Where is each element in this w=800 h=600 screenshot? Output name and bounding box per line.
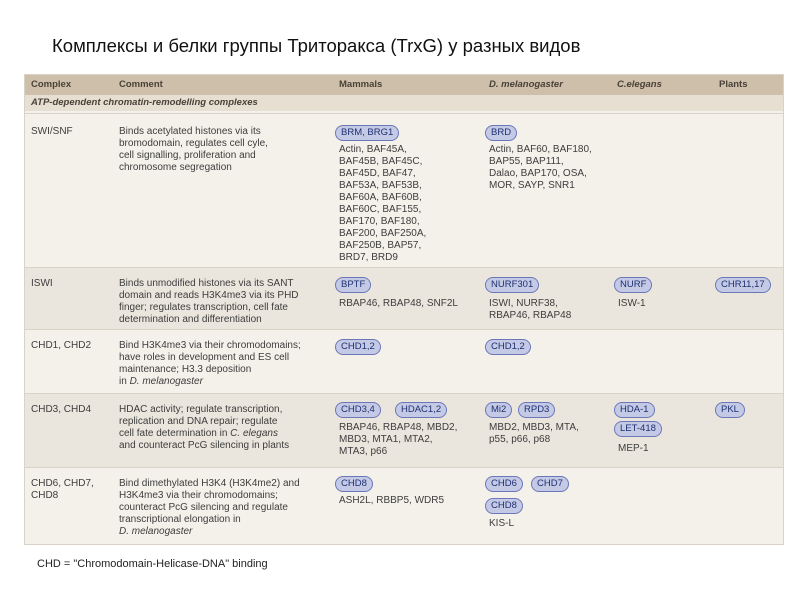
- table-row-swi-snf: [25, 113, 783, 268]
- protein-pill: CHD7: [531, 476, 569, 492]
- mammals-subunits: ASH2L, RBBP5, WDR5: [339, 495, 445, 506]
- species-name: D. melanogaster: [129, 376, 203, 387]
- comment-line: H3K4me3 via their chromodomains;: [119, 490, 278, 501]
- comment-line: transcriptional elongation in: [119, 514, 241, 525]
- trxg-table: [24, 74, 784, 545]
- comment-fragment: in: [119, 376, 130, 387]
- protein-pill: CHD6: [485, 476, 523, 492]
- mammals-subunits: RBAP46, RBAP48, MBD2, MBD3, MTA1, MTA2, MTA3, p66: [339, 422, 458, 457]
- dmel-subunits: ISWI, NURF38, RBAP46, RBAP48: [489, 298, 572, 321]
- footnote: CHD = "Chromodomain-Helicase-DNA" binding: [37, 558, 268, 570]
- protein-pill: BPTF: [335, 277, 371, 293]
- header-dmel: D. melanogaster: [489, 79, 563, 90]
- protein-pill: Mi2: [485, 402, 512, 418]
- species-name: C. elegans: [230, 428, 278, 439]
- protein-pill: NURF301: [485, 277, 539, 293]
- comment-line: HDAC activity; regulate transcription,: [119, 404, 283, 415]
- complex-name: CHD1, CHD2: [31, 340, 92, 351]
- header-mammals: Mammals: [339, 79, 383, 90]
- protein-pill: HDA-1: [614, 402, 655, 418]
- comment-text: [119, 404, 329, 452]
- comment-line: have roles in development and ES cell: [119, 352, 290, 363]
- complex-name: ISWI: [31, 278, 53, 289]
- protein-pill: HDAC1,2: [395, 402, 447, 418]
- table-row-chd3-chd4: [25, 393, 783, 468]
- comment-line: replication and DNA repair; regulate: [119, 416, 278, 427]
- comment-line: and counteract PcG silencing in plants: [119, 440, 290, 451]
- header-plants: Plants: [719, 79, 748, 90]
- comment-fragment: cell fate determination in: [119, 428, 231, 439]
- protein-pill: CHR11,17: [715, 277, 771, 293]
- species-name: D. melanogaster: [119, 526, 193, 537]
- comment-text: [119, 478, 329, 538]
- comment-text: [119, 340, 329, 388]
- header-comment: Comment: [119, 79, 163, 90]
- comment-line: Bind H3K4me3 via their chromodomains;: [119, 340, 301, 351]
- protein-pill: CHD1,2: [335, 339, 381, 355]
- celegans-subunits: ISW-1: [618, 298, 646, 309]
- table-row-chd6-chd8: [25, 467, 783, 544]
- protein-pill: RPD3: [518, 402, 555, 418]
- complex-name: CHD3, CHD4: [31, 404, 92, 415]
- mammals-subunits: Actin, BAF45A, BAF45B, BAF45C, BAF45D, BAF47, BAF53A, BAF53B, BAF60A, BAF60B, BAF60C, BAF155, BAF170, BAF180, BAF200, BAF250A, BAF250B, BAP57, BRD7, BRD9: [339, 144, 427, 263]
- comment-line: maintenance; H3.3 deposition: [119, 364, 252, 375]
- section-label: ATP-dependent chromatin-remodelling complexes: [31, 97, 258, 108]
- comment-text: Binds acetylated histones via its bromodomain, regulates cell cyle, cell signalling, proliferation and chromosome segregation: [119, 126, 268, 173]
- page-title: Комплексы и белки группы Триторакса (TrxG) у разных видов: [52, 35, 581, 56]
- complex-name: SWI/SNF: [31, 126, 73, 137]
- section-heading: [25, 95, 783, 111]
- comment-line: [119, 376, 329, 388]
- protein-pill: CHD1,2: [485, 339, 531, 355]
- dmel-subunits: MBD2, MBD3, MTA, p55, p66, p68: [489, 422, 579, 445]
- table-row-chd1-chd2: [25, 329, 783, 394]
- protein-pill: BRM, BRG1: [335, 125, 399, 141]
- protein-pill: CHD3,4: [335, 402, 381, 418]
- table-header: [25, 75, 783, 95]
- comment-line: Bind dimethylated H3K4 (H3K4me2) and: [119, 478, 300, 489]
- header-complex: Complex: [31, 79, 72, 90]
- protein-pill: NURF: [614, 277, 652, 293]
- protein-pill: PKL: [715, 402, 745, 418]
- comment-line: [119, 526, 329, 538]
- celegans-subunits: MEP-1: [618, 443, 649, 454]
- complex-name: CHD6, CHD7, CHD8: [31, 478, 94, 501]
- protein-pill: LET-418: [614, 421, 662, 437]
- comment-line: [119, 428, 329, 440]
- protein-pill: CHD8: [335, 476, 373, 492]
- comment-line: counteract PcG silencing and regulate: [119, 502, 288, 513]
- comment-text: Binds unmodified histones via its SANT domain and reads H3K4me3 via its PHD finger; regulates transcription, cell fate determination and differentiation: [119, 278, 299, 325]
- mammals-subunits: RBAP46, RBAP48, SNF2L: [339, 298, 458, 309]
- table-row-iswi: [25, 267, 783, 330]
- dmel-subunits: Actin, BAF60, BAF180, BAP55, BAP111, Dalao, BAP170, OSA, MOR, SAYP, SNR1: [489, 144, 592, 191]
- protein-pill: BRD: [485, 125, 517, 141]
- protein-pill: CHD8: [485, 498, 523, 514]
- dmel-subunits: KIS-L: [489, 518, 515, 529]
- header-celegans: C.elegans: [617, 79, 662, 90]
